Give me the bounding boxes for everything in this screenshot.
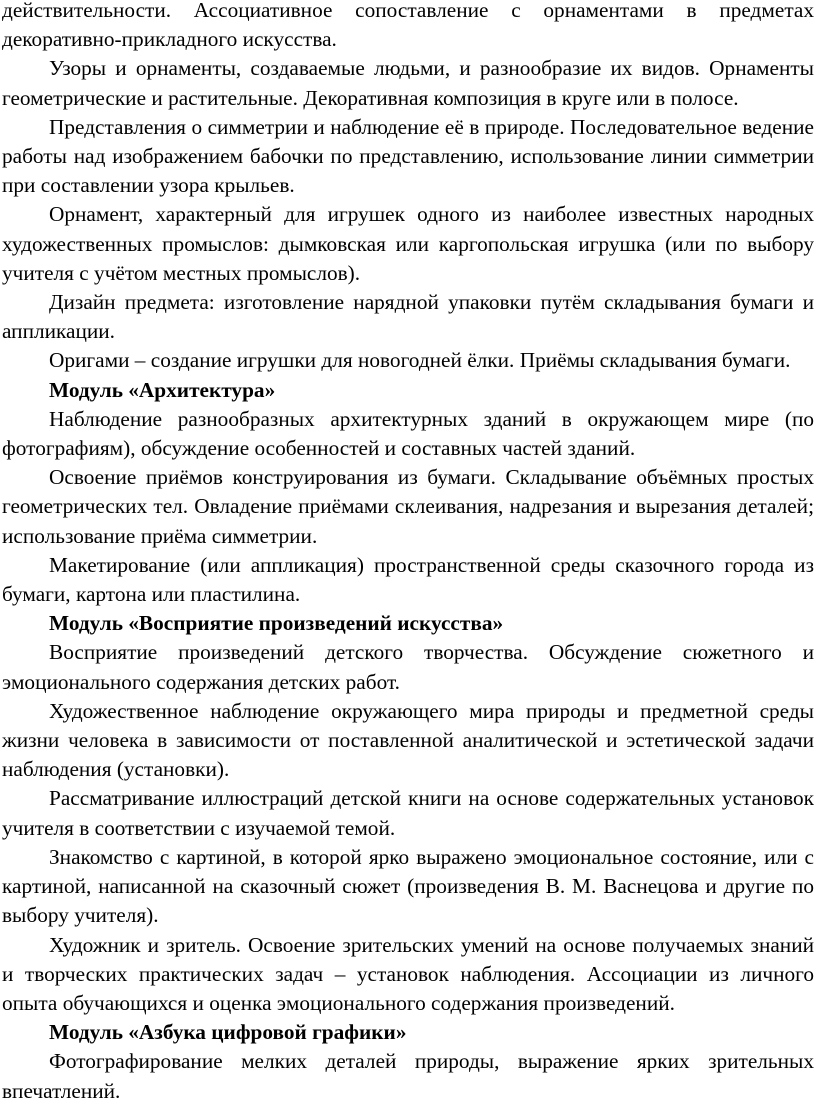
paragraph-painting-acquaintance: Знакомство с картиной, в которой ярко выражено эмоциональное состояние, или с картиной, написанной на сказочный сюжет (произведения В. М. Васнецова и другие по выбору учителя).: [2, 844, 814, 928]
paragraph-photography: Фотографирование мелких деталей природы, выражение ярких зрительных впечатлений.: [2, 1049, 814, 1103]
heading-module-digital-graphics: Модуль «Азбука цифровой графики»: [49, 1020, 407, 1045]
paragraph-architecture-observation: Наблюдение разнообразных архитектурных зданий в окружающем мире (по фотографиям), обсуждение особенностей и составных частей зданий.: [2, 406, 814, 461]
paragraph-artist-and-viewer: Художник и зритель. Освоение зрительских умений на основе получаемых знаний и творческих практических задач – установок наблюдения. Ассоциации из личного опыта обучающихся и оценка эмоционального содержания произведений.: [2, 932, 814, 1015]
paragraph-model-fairy-city: Макетирование (или аппликация) пространственной среды сказочного города из бумаги, картона или пластилина.: [2, 552, 814, 607]
paragraph-paper-construction: Освоение приёмов конструирования из бумаги. Складывание объёмных простых геометрических тел. Овладение приёмами склеивания, надрезания и вырезания деталей; использование приёма симметрии.: [2, 465, 814, 548]
paragraph-symmetry-butterfly: Представления о симметрии и наблюдение её в природе. Последовательное ведение работы над изображением бабочки по представлению, использование линии симметрии при составлении узора крыльев.: [2, 114, 814, 198]
paragraph-artistic-observation: Художественное наблюдение окружающего мира природы и предметной среды жизни человека в зависимости от поставленной аналитической и эстетической задачи наблюдения (установки).: [2, 698, 814, 782]
heading-module-architecture: Модуль «Архитектура»: [49, 377, 276, 402]
heading-module-art-perception: Модуль «Восприятие произведений искусства»: [49, 611, 504, 636]
paragraph-origami: Оригами – создание игрушки для новогодней ёлки. Приёмы складывания бумаги.: [49, 348, 791, 373]
paragraph-ornaments-patterns: Узоры и орнаменты, создаваемые людьми, и разнообразие их видов. Орнаменты геометрические и растительные. Декоративная композиция в круге или в полосе.: [2, 56, 814, 110]
paragraph-product-design: Дизайн предмета: изготовление нарядной упаковки путём складывания бумаги и аппликации.: [2, 290, 814, 344]
paragraph-continuation: действительности. Ассоциативное сопоставление с орнаментами в предметах декоративно-прикладного искусства.: [2, 0, 814, 52]
paragraph-children-works: Восприятие произведений детского творчества. Обсуждение сюжетного и эмоционального содержания детских работ.: [2, 640, 814, 694]
paragraph-book-illustrations: Рассматривание иллюстраций детской книги на основе содержательных установок учителя в соответствии с изучаемой темой.: [2, 786, 814, 840]
paragraph-folk-toy-ornament: Орнамент, характерный для игрушек одного из наиболее известных народных художественных промыслов: дымковская или каргопольская игрушка (или по выбору учителя с учётом местных промыслов).: [2, 202, 814, 285]
